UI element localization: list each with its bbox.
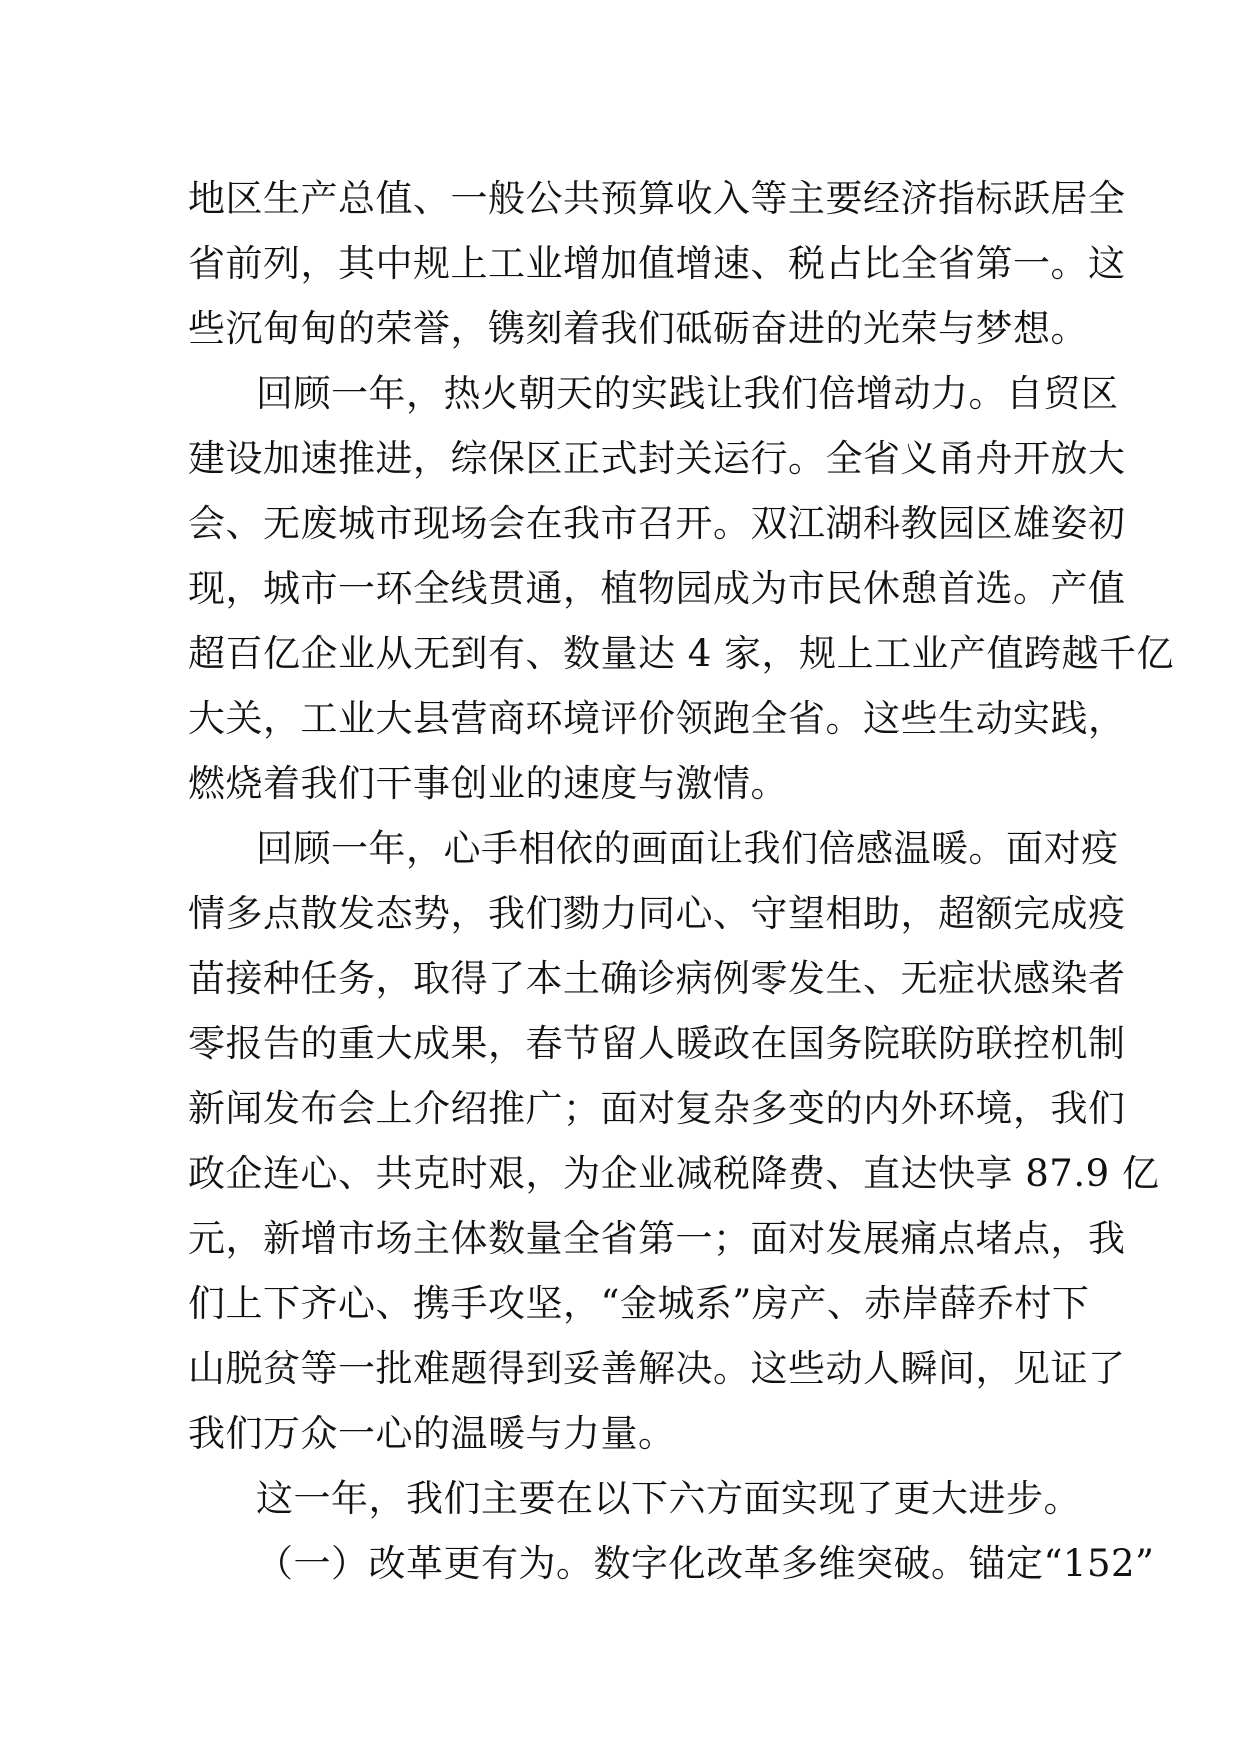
- text-line: 现，城市一环全线贯通，植物园成为市民休憩首选。产值: [188, 567, 1126, 610]
- text-line: 建设加速推进，综保区正式封关运行。全省义甬舟开放大: [188, 437, 1126, 480]
- text-line: 政企连心、共克时艰，为企业减税降费、直达快享 87.9 亿: [188, 1152, 1160, 1195]
- text-line: 回顾一年，热火朝天的实践让我们倍增动力。自贸区: [256, 372, 1119, 415]
- text-line: 零报告的重大成果，春节留人暖政在国务院联防联控机制: [188, 1022, 1126, 1065]
- text-line: 苗接种任务，取得了本土确诊病例零发生、无症状感染者: [188, 957, 1126, 1000]
- text-line: 大关，工业大县营商环境评价领跑全省。这些生动实践，: [188, 697, 1126, 740]
- text-line: 省前列，其中规上工业增加值增速、税占比全省第一。这: [188, 242, 1126, 285]
- text-line: 回顾一年，心手相依的画面让我们倍感温暖。面对疫: [256, 827, 1119, 870]
- text-line: 情多点散发态势，我们勠力同心、守望相助，超额完成疫: [188, 892, 1126, 935]
- text-line: 燃烧着我们干事创业的速度与激情。: [188, 762, 788, 805]
- text-line: 些沉甸甸的荣誉，镌刻着我们砥砺奋进的光荣与梦想。: [188, 307, 1088, 350]
- text-line: 超百亿企业从无到有、数量达 4 家，规上工业产值跨越千亿: [188, 632, 1175, 675]
- text-line: 们上下齐心、携手攻坚，“金城系”房产、赤岸薛乔村下: [188, 1282, 1090, 1325]
- text-line: 会、无废城市现场会在我市召开。双江湖科教园区雄姿初: [188, 502, 1126, 545]
- text-line: 山脱贫等一批难题得到妥善解决。这些动人瞬间，见证了: [188, 1347, 1126, 1390]
- text-line: 元，新增市场主体数量全省第一；面对发展痛点堵点，我: [188, 1217, 1126, 1260]
- text-line: （一）改革更有为。数字化改革多维突破。锚定“152”: [256, 1542, 1155, 1585]
- text-line: 这一年，我们主要在以下六方面实现了更大进步。: [256, 1477, 1081, 1520]
- text-line: 新闻发布会上介绍推广；面对复杂多变的内外环境，我们: [188, 1087, 1126, 1130]
- text-line: 地区生产总值、一般公共预算收入等主要经济指标跃居全: [188, 177, 1126, 220]
- text-line: 我们万众一心的温暖与力量。: [188, 1412, 676, 1455]
